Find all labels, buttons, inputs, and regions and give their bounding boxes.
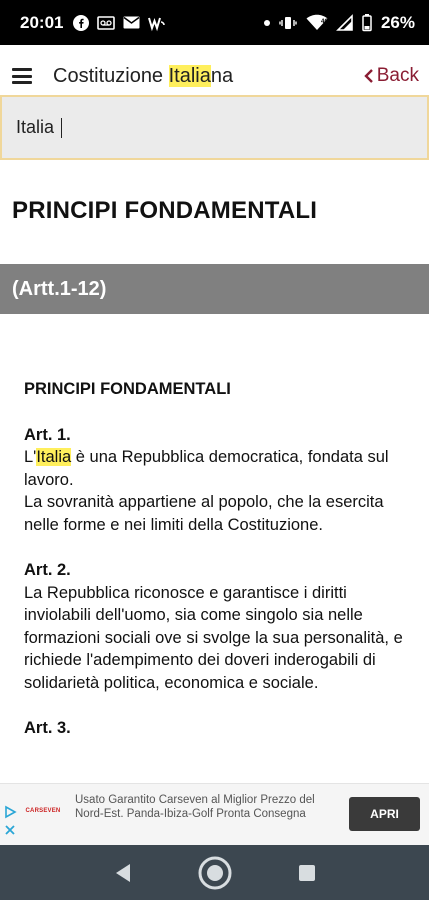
art-3-title: Art. 3.: [24, 719, 71, 737]
art-2-paragraph: La Repubblica riconosce e garantisce i diritti inviolabili dell'uomo, sia come singolo sia nelle formazioni sociali ove si svolge la sua personalità, e richiede l'adempimento dei doveri inderogabili di solidarietà politica, economica e sociale.: [24, 583, 403, 692]
ad-open-button[interactable]: APRI: [349, 797, 420, 831]
title-part-1: Costituzione: [53, 64, 169, 87]
nav-home-icon[interactable]: [198, 856, 232, 890]
art-1-title: Art. 1.: [24, 425, 71, 444]
text-caret: [61, 118, 62, 138]
art-2-title: Art. 2.: [24, 561, 71, 579]
dot-icon: [264, 20, 270, 26]
status-bar: [0, 0, 429, 45]
title-part-2: na: [210, 64, 234, 87]
art-1-prefix: L': [24, 448, 37, 466]
art-1-rest: è una Repubblica democratica, fondata sul lavoro.: [24, 448, 389, 489]
ad-banner[interactable]: [0, 783, 429, 845]
facebook-icon: [73, 15, 89, 31]
status-right-icons: [264, 13, 415, 33]
content-subhead: PRINCIPI FONDAMENTALI: [24, 380, 231, 398]
search-bar: [0, 95, 429, 160]
search-input[interactable]: [16, 117, 61, 138]
nav-recents-icon[interactable]: [298, 864, 316, 882]
battery-percent: 26%: [380, 12, 415, 32]
w-app-icon: [148, 16, 165, 30]
system-nav-bar: [0, 845, 429, 900]
wifi-icon: [306, 14, 328, 31]
article-content: [24, 378, 414, 740]
status-time: 20:01: [20, 12, 64, 32]
ad-play-icon[interactable]: [4, 806, 16, 818]
page-title: [53, 65, 233, 88]
network-type: 4G: [320, 19, 329, 25]
back-label: Back: [376, 65, 419, 86]
ad-logo: CARSEVEN: [25, 808, 61, 814]
vibrate-icon: [279, 16, 297, 30]
ad-text[interactable]: Usato Garantito Carseven al Miglior Prezzo del Nord-Est. Panda-Ibiza-Golf Pronta Consegna: [75, 794, 315, 820]
chevron-left-icon: [364, 69, 374, 83]
signal-icon: [337, 15, 353, 31]
section-header: (Artt.1-12): [0, 264, 429, 314]
nav-back-icon[interactable]: [114, 863, 132, 883]
art-1-paragraph-2: La sovranità appartiene al popolo, che la esercita nelle forme e nei limiti della Costituzione.: [24, 493, 384, 534]
search-match-highlight: Italia: [36, 448, 72, 466]
page-heading: PRINCIPI FONDAMENTALI: [12, 197, 318, 224]
mail-icon: [123, 16, 140, 29]
ad-choices[interactable]: [4, 806, 16, 836]
back-button[interactable]: [364, 65, 419, 87]
title-highlight: Italia: [168, 64, 211, 87]
menu-icon[interactable]: [12, 68, 32, 84]
ad-close-icon[interactable]: [4, 824, 16, 836]
battery-icon: [362, 14, 372, 31]
art-1-paragraph-1: [24, 446, 414, 491]
voicemail-icon: [97, 16, 115, 30]
status-left-icons: [73, 15, 165, 31]
